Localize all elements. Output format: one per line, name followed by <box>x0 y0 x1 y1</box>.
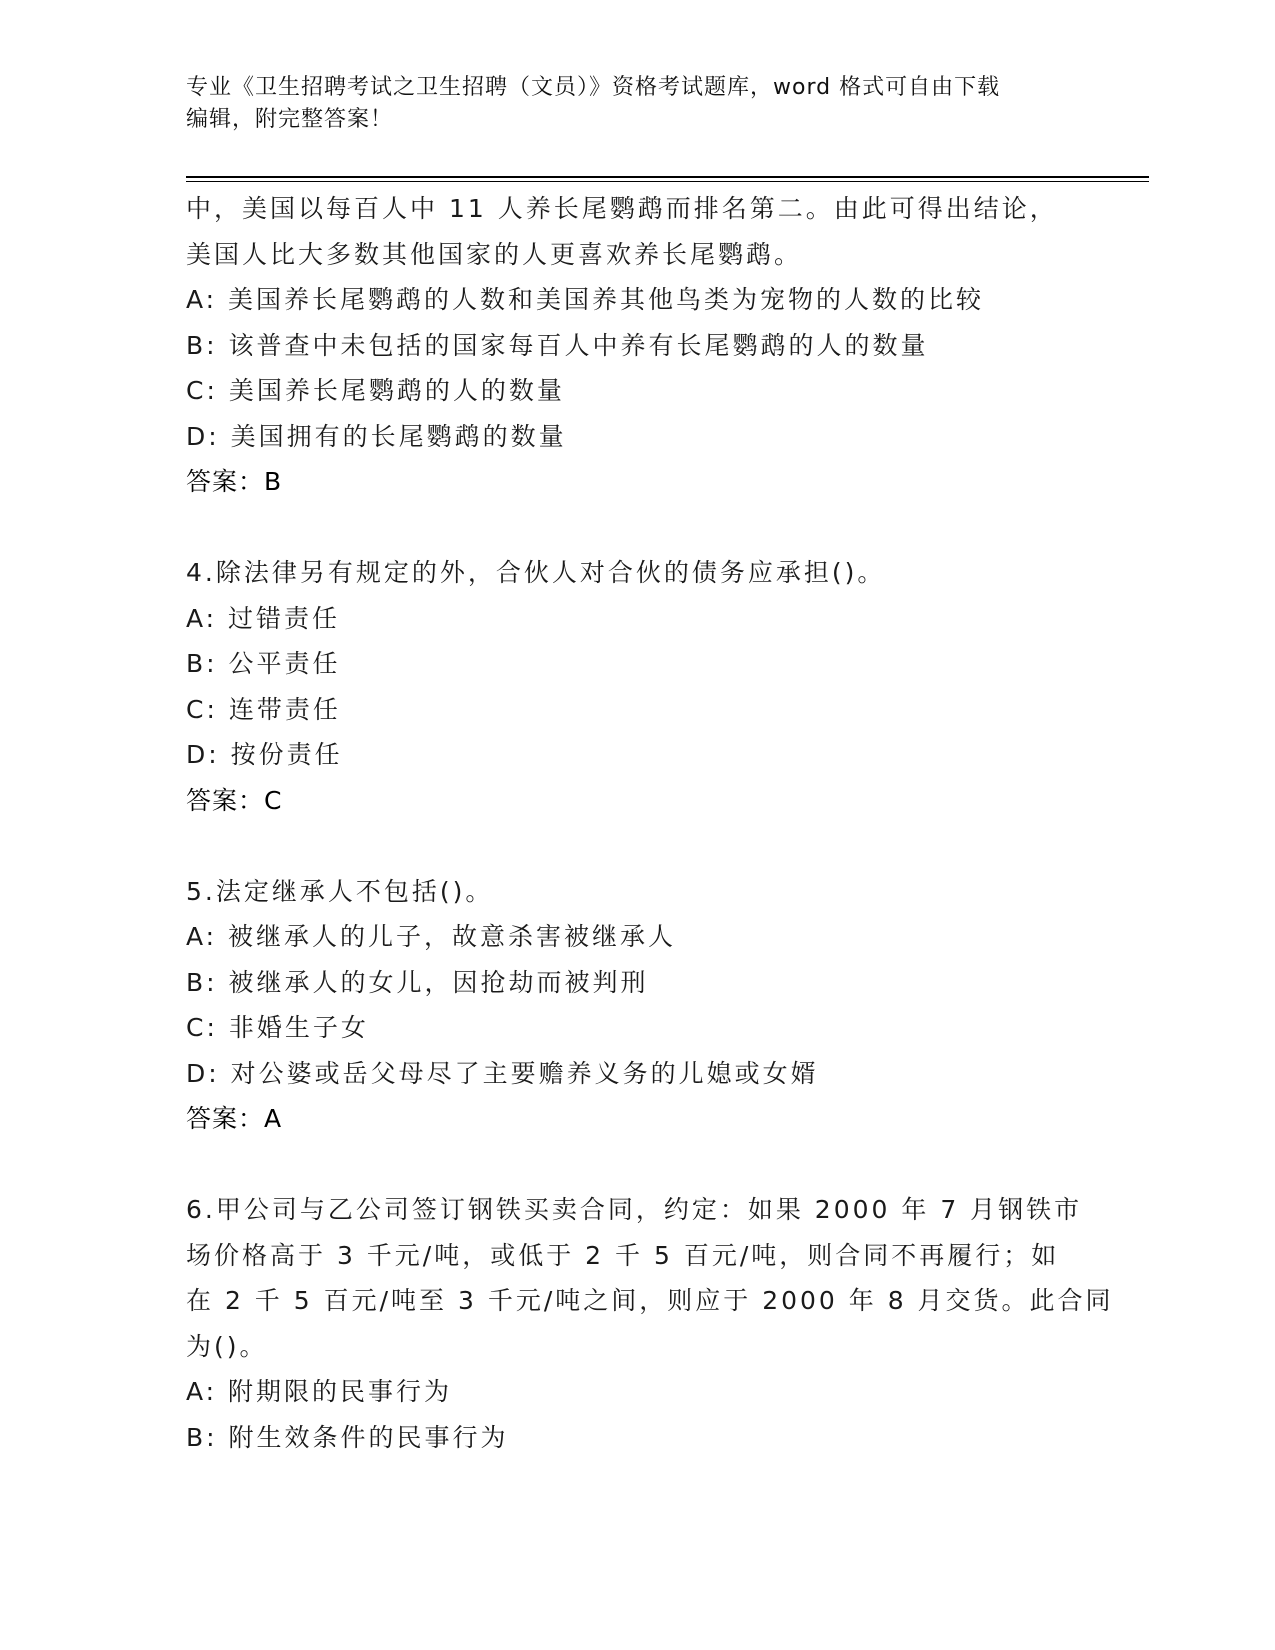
document-header <box>186 72 1066 136</box>
question-6-text-line-1: 6.甲公司与乙公司签订钢铁买卖合同，约定：如果 2000 年 7 月钢铁市 <box>186 1195 1083 1224</box>
question-3-option-a: A: 美国养长尾鹦鹉的人数和美国养其他鸟类为宠物的人数的比较 <box>186 285 985 314</box>
question-3-text-line-1: 中，美国以每百人中 11 人养长尾鹦鹉而排名第二。由此可得出结论， <box>186 194 1058 223</box>
question-3 <box>186 186 1086 505</box>
question-6-text-line-4: 为()。 <box>186 1331 268 1361</box>
header-divider-thick <box>186 176 1149 178</box>
header-divider-thin <box>186 181 1149 182</box>
question-5-option-c: C: 非婚生子女 <box>186 1013 369 1042</box>
question-5-answer: 答案：A <box>186 1104 283 1133</box>
spacer <box>186 1142 1086 1188</box>
question-5-text: 5.法定继承人不包括()。 <box>186 876 494 906</box>
spacer <box>186 505 1086 551</box>
question-6-option-b: B: 附生效条件的民事行为 <box>186 1422 509 1452</box>
question-4-option-a: A: 过错责任 <box>186 603 341 633</box>
question-3-text-line-2: 美国人比大多数其他国家的人更喜欢养长尾鹦鹉。 <box>186 239 803 269</box>
question-3-answer: 答案：B <box>186 467 283 496</box>
question-5 <box>186 869 1086 1142</box>
question-6 <box>186 1187 1114 1460</box>
question-3-option-d: D: 美国拥有的长尾鹦鹉的数量 <box>186 421 567 451</box>
question-4-option-b: B: 公平责任 <box>186 649 341 678</box>
header-line-2: 编辑，附完整答案！ <box>186 107 394 132</box>
question-3-option-b: B: 该普查中未包括的国家每百人中养有长尾鹦鹉的人的数量 <box>186 330 929 360</box>
spacer <box>186 823 1086 869</box>
question-6-option-a: A: 附期限的民事行为 <box>186 1377 453 1406</box>
question-4-answer: 答案：C <box>186 785 283 815</box>
question-5-option-a: A: 被继承人的儿子，故意杀害被继承人 <box>186 922 677 951</box>
question-5-option-b: B: 被继承人的女儿，因抢劫而被判刑 <box>186 967 649 997</box>
header-line-1: 专业《卫生招聘考试之卫生招聘（文员）》资格考试题库，word 格式可自由下载 <box>186 75 1001 100</box>
question-5-option-d: D: 对公婆或岳父母尽了主要赡养义务的儿媳或女婿 <box>186 1058 819 1088</box>
question-4-option-d: D: 按份责任 <box>186 740 343 769</box>
question-4 <box>186 550 1086 823</box>
question-6-text-line-3: 在 2 千 5 百元/吨至 3 千元/吨之间，则应于 2000 年 8 月交货。此合同 <box>186 1286 1114 1315</box>
question-6-text-line-2: 场价格高于 3 千元/吨，或低于 2 千 5 百元/吨，则合同不再履行；如 <box>186 1240 1060 1270</box>
question-4-text: 4.除法律另有规定的外，合伙人对合伙的债务应承担()。 <box>186 558 886 587</box>
question-3-option-c: C: 美国养长尾鹦鹉的人的数量 <box>186 376 565 405</box>
document-body <box>186 186 1114 1460</box>
question-4-option-c: C: 连带责任 <box>186 694 341 724</box>
